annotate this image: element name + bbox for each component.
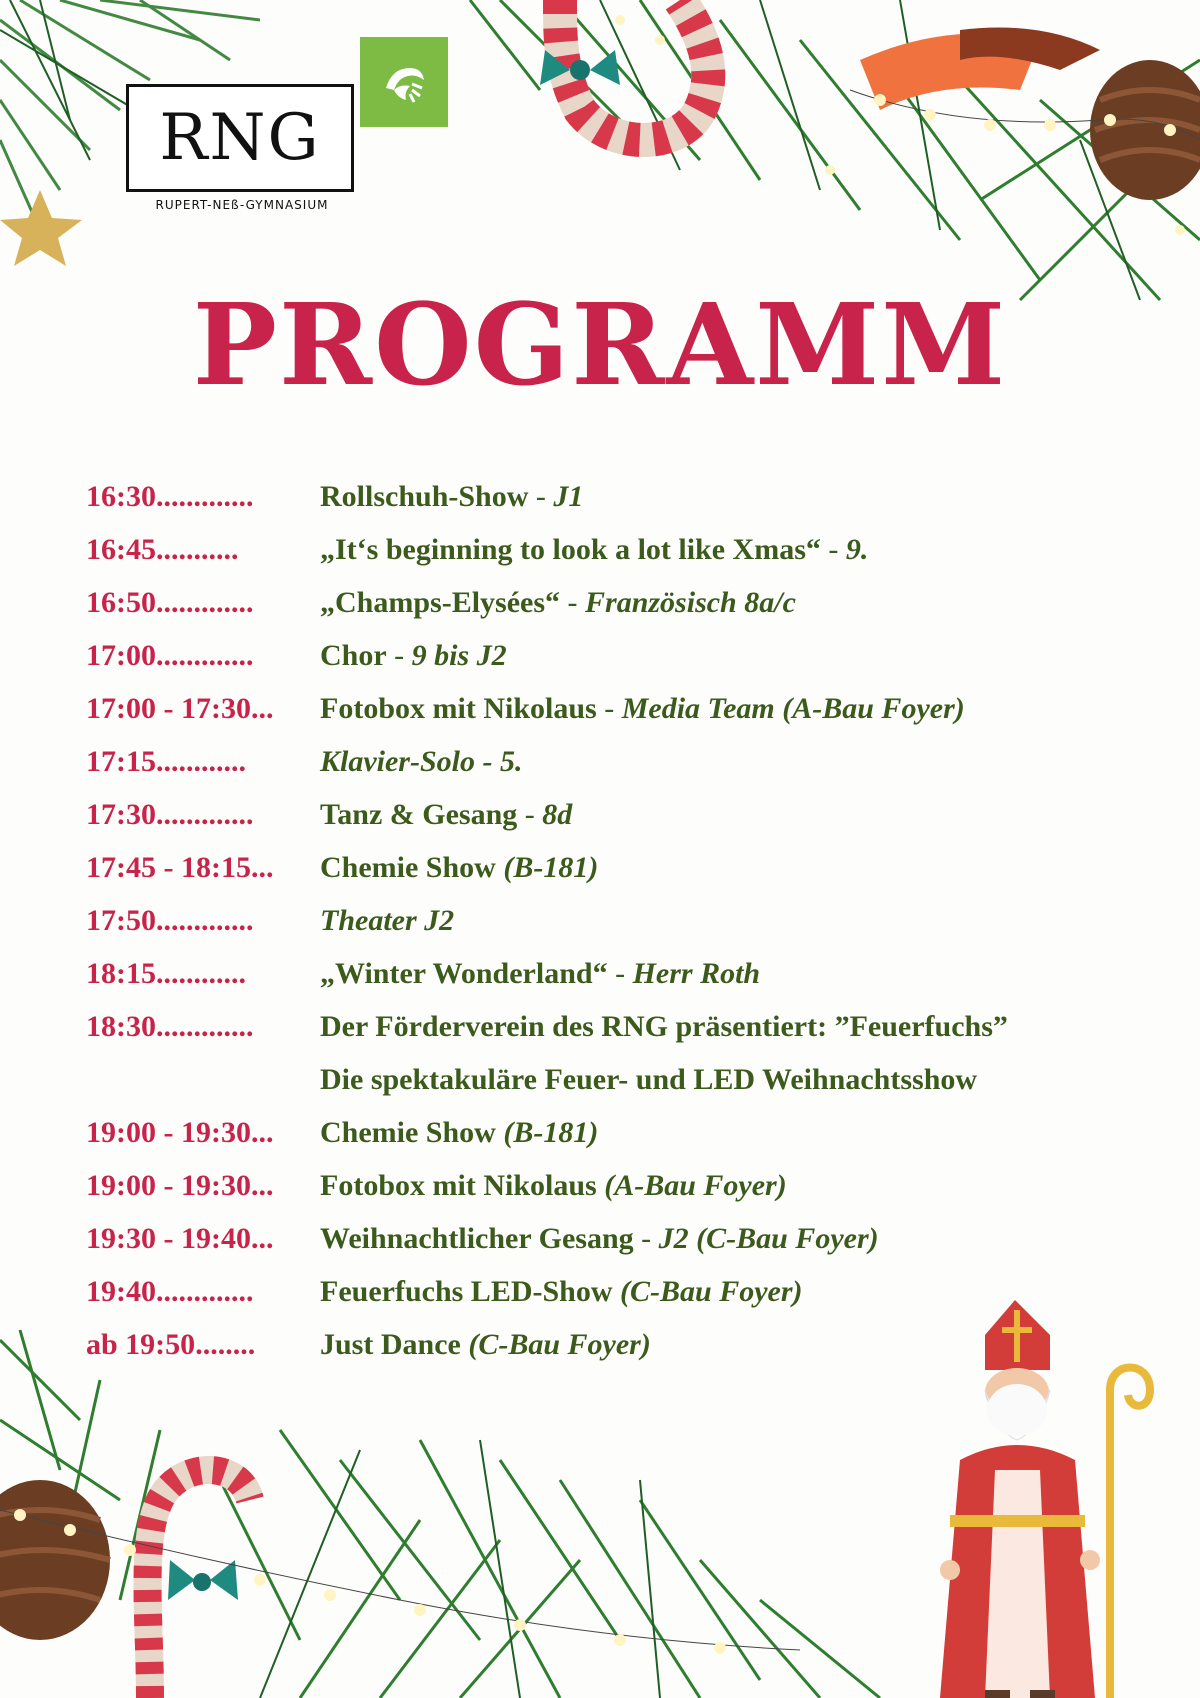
program-description: „Winter Wonderland“	[320, 957, 608, 990]
program-time-dots: .............	[156, 1275, 254, 1308]
program-time-value: 17:15	[86, 745, 156, 778]
program-time-dots: .............	[156, 586, 254, 619]
program-time	[86, 1328, 320, 1362]
program-description: Die spektakuläre Feuer- und LED Weihnachtsshow	[320, 1063, 978, 1096]
program-time	[86, 1275, 320, 1309]
star-icon	[0, 190, 82, 266]
program-time-dots: ............	[156, 957, 246, 990]
program-note: (A-Bau Foyer)	[604, 1169, 787, 1202]
program-item	[86, 1063, 1200, 1116]
program-separator	[597, 1169, 605, 1203]
program-time-dots: .............	[156, 904, 254, 937]
program-separator: -	[607, 957, 633, 990]
program-separator	[496, 1116, 504, 1150]
program-time	[86, 1010, 320, 1044]
program-description: Weihnachtlicher Gesang	[320, 1222, 634, 1255]
program-note: Klavier-Solo - 5.	[320, 745, 523, 778]
page-title: PROGRAMM	[192, 280, 1008, 411]
school-logo	[126, 84, 354, 192]
program-time	[86, 1169, 320, 1203]
program-note: 9 bis J2	[411, 639, 507, 672]
program-time	[86, 798, 320, 832]
program-time	[86, 1222, 320, 1256]
program-time-value: 17:00	[86, 639, 156, 672]
program-item	[86, 1010, 1200, 1063]
program-time-dots: ...	[250, 1169, 274, 1202]
program-time-value: 18:30	[86, 1010, 156, 1043]
program-time-dots: ...	[250, 851, 274, 884]
program-time-value: 16:50	[86, 586, 156, 619]
program-note: (B-181)	[503, 851, 599, 884]
program-description: Fotobox mit Nikolaus	[320, 692, 597, 725]
program-description: „Champs-Elysées“	[320, 586, 561, 619]
program-time-value: 19:00 - 19:30	[86, 1169, 251, 1202]
program-item	[86, 745, 1200, 798]
program-description: Chemie Show	[320, 1116, 496, 1149]
program-description: Feuerfuchs LED-Show	[320, 1275, 613, 1308]
program-time-value: 19:30 - 19:40	[86, 1222, 251, 1255]
program-time	[86, 1116, 320, 1150]
program-time	[86, 692, 320, 726]
program-time-value: 16:45	[86, 533, 156, 566]
program-separator	[496, 851, 504, 885]
program-description: Tanz & Gesang	[320, 798, 518, 831]
program-time-dots: ...........	[156, 533, 239, 566]
program-note: Media Team (A-Bau Foyer)	[621, 692, 965, 725]
program-time	[86, 957, 320, 991]
program-time-value: 16:30	[86, 480, 156, 513]
program-description: Chemie Show	[320, 851, 496, 884]
program-note: (B-181)	[503, 1116, 599, 1149]
program-description: „It‘s beginning to look a lot like Xmas“	[320, 533, 821, 566]
program-separator: -	[517, 798, 543, 831]
program-note: Französisch 8a/c	[585, 586, 796, 619]
program-time-value: 17:50	[86, 904, 156, 937]
program-description: Der Förderverein des RNG präsentiert: ”Feuerfuchs”	[320, 1010, 1008, 1043]
program-item	[86, 957, 1200, 1010]
program-separator: -	[596, 692, 622, 725]
program-time-dots: .............	[156, 480, 254, 513]
program-time-value: 17:45 - 18:15	[86, 851, 251, 884]
program-separator	[461, 1328, 469, 1362]
program-note: Herr Roth	[632, 957, 761, 990]
program-time-value: 18:15	[86, 957, 156, 990]
program-description: Just Dance	[320, 1328, 461, 1361]
program-time-value: 19:40	[86, 1275, 156, 1308]
program-item	[86, 1328, 1200, 1381]
program-time-dots: ........	[195, 1328, 256, 1361]
program-note: J2 (C-Bau Foyer)	[658, 1222, 879, 1255]
program-item	[86, 1275, 1200, 1328]
program-item	[86, 586, 1200, 639]
emblem-logo	[360, 37, 448, 127]
program-time	[86, 480, 320, 514]
program-separator: -	[386, 639, 412, 672]
program-separator: -	[528, 480, 554, 513]
program-time	[86, 904, 320, 938]
program-time-value: 17:00 - 17:30	[86, 692, 251, 725]
logo-text: RNG	[159, 101, 321, 175]
program-time-dots: ...	[250, 1116, 274, 1149]
hand-emblem-icon	[376, 54, 432, 110]
program-item	[86, 851, 1200, 904]
program-description: Chor	[320, 639, 387, 672]
program-time	[86, 586, 320, 620]
program-note: 9.	[845, 533, 869, 566]
program-time-value: ab 19:50	[86, 1328, 196, 1361]
program-time-dots: .............	[156, 798, 254, 831]
program-item	[86, 639, 1200, 692]
program-item	[86, 798, 1200, 851]
program-note: 8d	[542, 798, 573, 831]
program-time	[86, 639, 320, 673]
program-time-dots: ...	[250, 1222, 274, 1255]
program-note: J1	[553, 480, 584, 513]
program-item	[86, 1116, 1200, 1169]
program-item	[86, 692, 1200, 745]
program-time-dots: ............	[156, 745, 246, 778]
program-item	[86, 904, 1200, 957]
program-item	[86, 480, 1200, 533]
program-note: (C-Bau Foyer)	[620, 1275, 803, 1308]
program-time	[86, 851, 320, 885]
program-time-dots: .............	[156, 639, 254, 672]
program-note: (C-Bau Foyer)	[468, 1328, 651, 1361]
program-item	[86, 1222, 1200, 1275]
program-list	[86, 480, 1200, 1381]
program-time-value: 19:00 - 19:30	[86, 1116, 251, 1149]
program-description: Rollschuh-Show	[320, 480, 529, 513]
program-separator: -	[560, 586, 586, 619]
program-item	[86, 1169, 1200, 1222]
program-note: Theater J2	[320, 904, 455, 937]
program-separator: -	[820, 533, 846, 566]
program-separator	[613, 1275, 621, 1309]
program-time-dots: ...	[250, 692, 274, 725]
school-name: RUPERT-NEß-GYMNASIUM	[155, 198, 329, 212]
program-description: Fotobox mit Nikolaus	[320, 1169, 597, 1202]
program-time	[86, 745, 320, 779]
program-time	[86, 533, 320, 567]
program-item	[86, 533, 1200, 586]
program-separator: -	[633, 1222, 659, 1255]
program-time-value: 17:30	[86, 798, 156, 831]
program-time-dots: .............	[156, 1010, 254, 1043]
